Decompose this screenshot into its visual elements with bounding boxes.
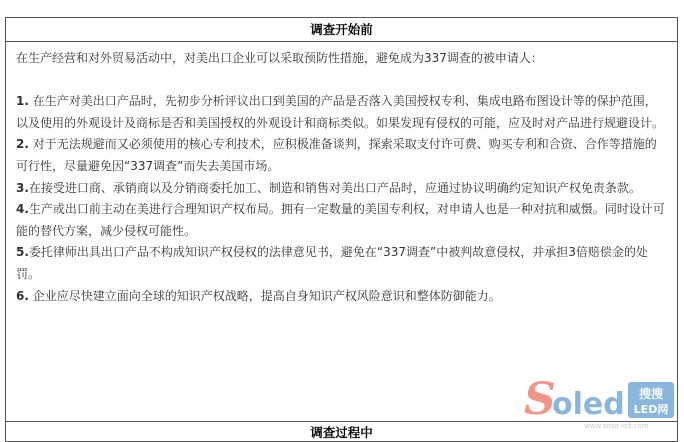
measure-item [16, 178, 667, 200]
measure-number: 4. [16, 202, 29, 217]
intro-paragraph: 在生产经营和对外贸易活动中，对美出口企业可以采取预防性措施，避免成为337调查的被申请人： [16, 51, 543, 65]
measure-number: 3. [16, 180, 29, 195]
measures-list [16, 91, 667, 307]
table-footer: 调查过程中 [6, 421, 677, 442]
measure-item [16, 242, 667, 285]
measure-item [16, 199, 667, 242]
measure-text: 在接受进口商、承销商以及分销商委托加工、制造和销售对美出口产品时，应通过协议明确约定知识产权免责条款。 [28, 180, 641, 195]
blank-line [16, 70, 667, 92]
logo-letter-s: S [524, 374, 556, 425]
measure-number: 5. [16, 245, 29, 260]
table-body [6, 42, 677, 421]
measure-text: 生产或出口前主动在美进行合理知识产权布局。拥有一定数量的美国专利权，对申请人也是一种对抗和威慑。同时设计可能的替代方案，减少侵权可能性。 [16, 202, 665, 238]
measure-text: 对于无法规避而又必须使用的核心专利技术，应积极准备谈判，探索采取支付许可费、购买专利和合资、合作等措施的可行性，尽量避免因“337调查”而失去美国市场。 [16, 137, 657, 173]
measure-number: 6. [16, 288, 29, 303]
logo-text-oled: oled [552, 387, 625, 422]
soled-watermark-logo [524, 368, 676, 432]
logo-url: www.soso led.com [584, 422, 649, 430]
measure-number: 1. [16, 94, 29, 109]
table-header: 调查开始前 [6, 18, 677, 42]
measure-item [16, 91, 667, 134]
measure-item [16, 134, 667, 177]
measure-text: 委托律师出具出口产品不构成知识产权侵权的法律意见书，避免在“337调查”中被判故意侵权，并承担3倍赔偿金的处罚。 [16, 245, 648, 281]
measure-number: 2. [16, 137, 29, 152]
logo-badge-line2: LED网 [633, 403, 669, 416]
measure-item [16, 286, 667, 308]
logo-badge-line1: 搜搜 [638, 387, 664, 401]
measure-text: 企业应尽快建立面向全球的知识产权战略，提高自身知识产权风险意识和整体防御能力。 [28, 288, 501, 303]
measure-text: 在生产对美出口产品时，先初步分析评议出口到美国的产品是否落入美国授权专利、集成电路布图设计等的保护范围，以及使用的外观设计及商标是否和美国授权的外观设计和商标类似。如果发现有侵权的可能，应及时对产品进行规避设计。 [16, 94, 665, 130]
